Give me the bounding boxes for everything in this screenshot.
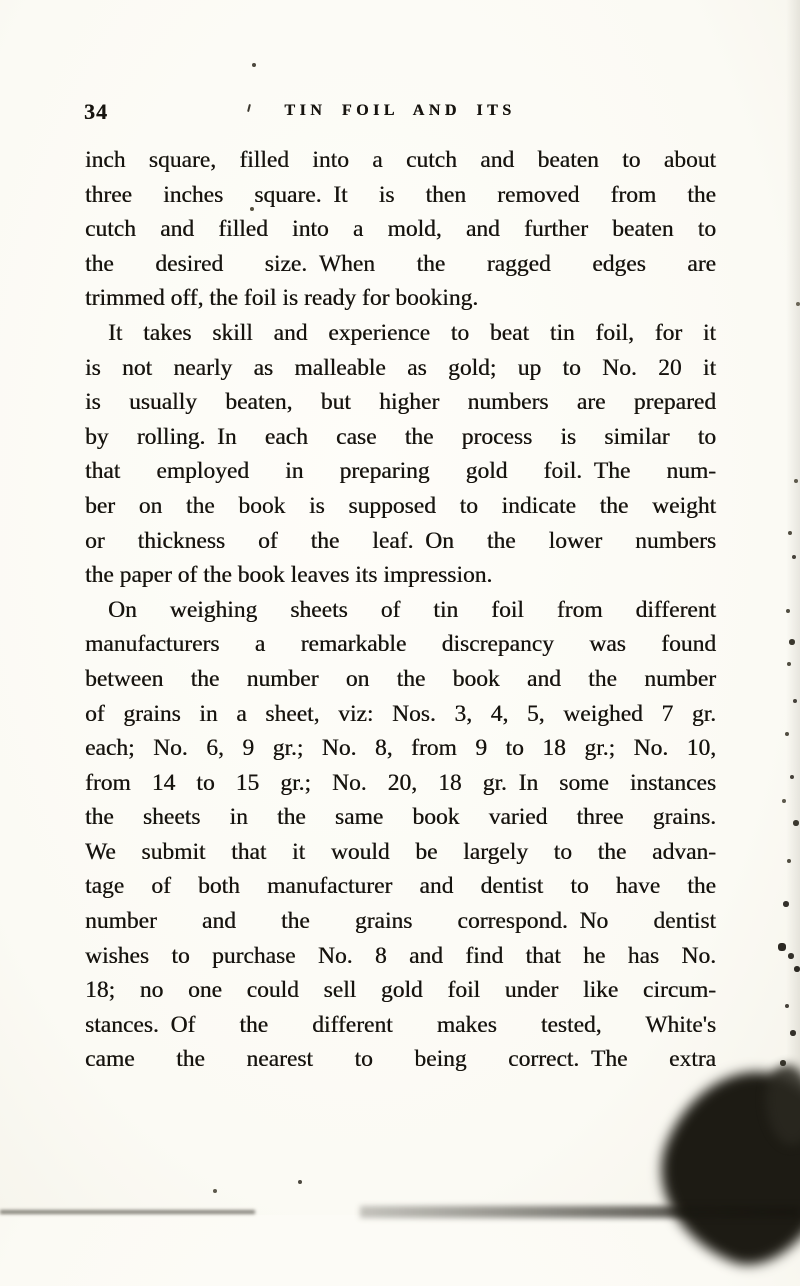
text-line: cutch and filled into a mold, and further beaten to (85, 216, 716, 243)
text-line: wishes to purchase No. 8 and find that he has No. (85, 942, 716, 969)
running-title: TIN FOIL AND ITS (284, 102, 516, 119)
scan-artifact-bottom-band (360, 1206, 800, 1218)
text-line: tage of both manufacturer and dentist to have the (85, 873, 716, 900)
text-line: manufacturers a remarkable discrepancy was found (85, 631, 716, 658)
text-line: trimmed off, the foil is ready for booking. (85, 285, 479, 312)
text-line: the desired size. When the ragged edges are (85, 250, 716, 277)
text-line: by rolling. In each case the process is similar to (85, 423, 716, 450)
paragraph (85, 593, 716, 1077)
page-number: 34 (84, 99, 108, 124)
text-line: or thickness of the leaf. On the lower numbers (85, 527, 716, 554)
text-line: is usually beaten, but higher numbers are prepared (85, 389, 716, 416)
text-line: three inches square. It is then removed from the (85, 181, 716, 208)
paragraph (85, 143, 716, 316)
text-line: On weighing sheets of tin foil from different (108, 596, 716, 623)
text-line: stances. Of the different makes tested, White's (85, 1011, 716, 1038)
text-line: It takes skill and experience to beat tin foil, for it (108, 319, 716, 346)
paragraph (85, 316, 716, 593)
text-line: is not nearly as malleable as gold; up to No. 20 it (85, 354, 716, 381)
text-line: between the number on the book and the number (85, 665, 716, 692)
scan-speckles (0, 0, 2, 2)
text-line: 18; no one could sell gold foil under like circum- (85, 977, 716, 1004)
page-edge-shadow (786, 0, 800, 1215)
text-line: the sheets in the same book varied three grains. (85, 804, 716, 831)
text-line: from 14 to 15 gr.; No. 20, 18 gr. In some instances (85, 769, 716, 796)
text-block (85, 143, 716, 1077)
text-line: the paper of the book leaves its impression. (85, 562, 493, 589)
text-line: number and the grains correspond. No dentist (85, 908, 716, 935)
text-line: ber on the book is supposed to indicate the weight (85, 492, 716, 519)
text-line: each; No. 6, 9 gr.; No. 8, from 9 to 18 gr.; No. 10, (85, 735, 716, 762)
text-line: inch square, filled into a cutch and beaten to about (85, 147, 716, 173)
text-line: came the nearest to being correct. The extra (85, 1046, 716, 1073)
text-line: of grains in a sheet, viz: Nos. 3, 4, 5, weighed 7 gr. (85, 700, 716, 727)
text-line: that employed in preparing gold foil. The num- (85, 458, 716, 485)
text-line: We submit that it would be largely to the advan- (85, 838, 716, 865)
scan-artifact-bottom-line (0, 1210, 255, 1214)
